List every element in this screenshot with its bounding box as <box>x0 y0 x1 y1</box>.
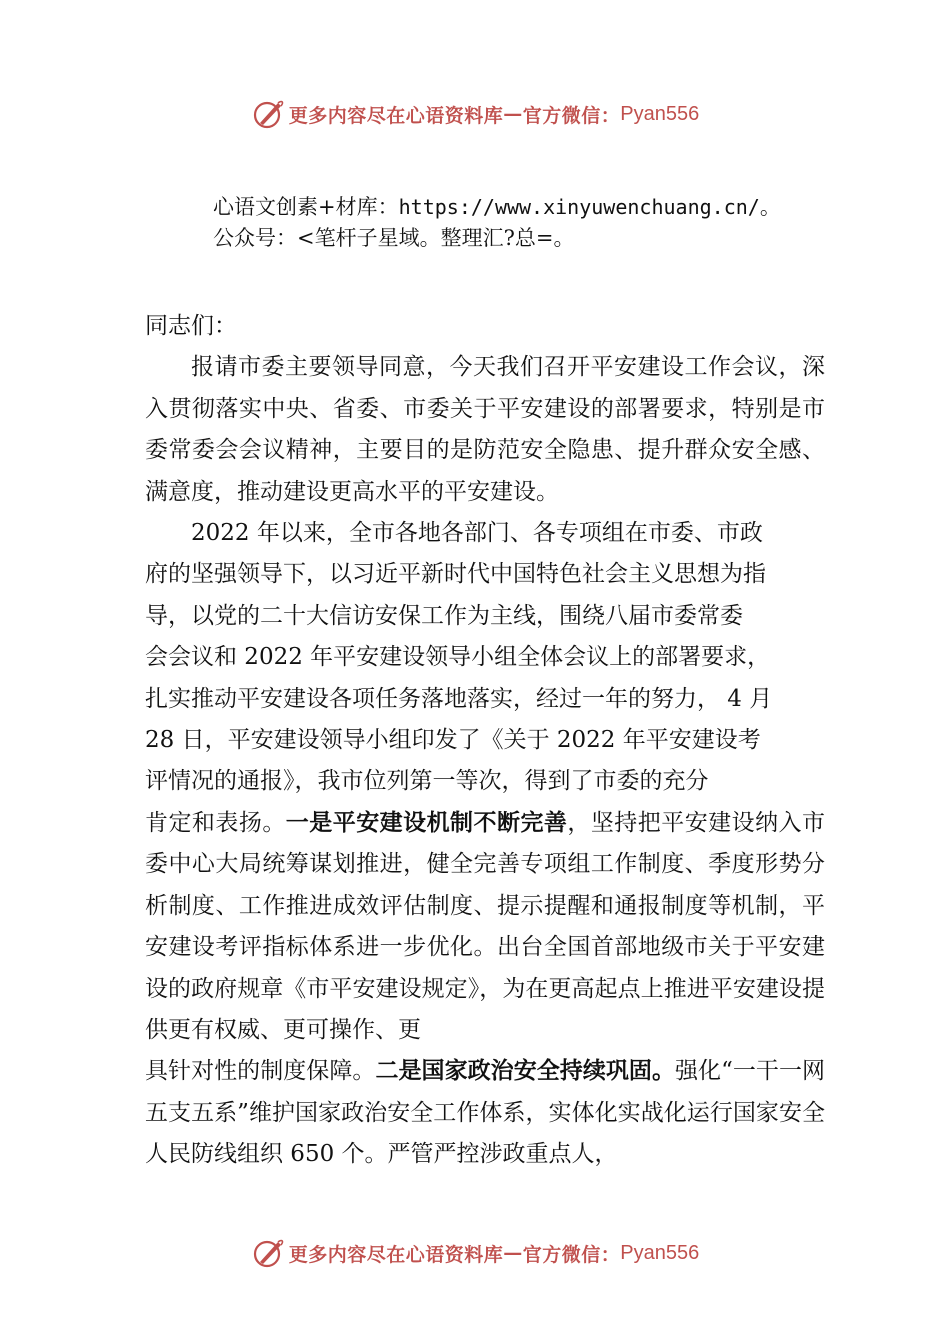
summary-line: 2022 年以来，全市各地各部门、各专项组在市委、市政 <box>191 520 763 547</box>
paragraph-intro: 报请市委主要领导同意，今天我们召开平安建设工作会议，深入贯彻落实中央、省委、市委关于平安建设的部署要求，特别是市委常委会会议精神，主要目的是防范安全隐患、提升群众安全感、满意度，推动建设更高水平的平安建设。 <box>145 354 825 505</box>
banner-contact-label: 官方微信： <box>522 1243 621 1266</box>
source-end: 。 <box>759 195 781 219</box>
document-body <box>145 306 825 1176</box>
paragraph-security <box>145 1051 825 1175</box>
banner-separator: — <box>503 1242 523 1264</box>
paragraph-mechanism <box>145 803 825 1051</box>
source-line-2: 公众号：<笔杆子星域。整理汇?总=。 <box>213 226 575 250</box>
summary-line: 28 日，平安建设领导小组印发了《关于 2022 年平安建设考 <box>145 727 761 754</box>
source-info <box>213 192 933 254</box>
banner-contact-label: 官方微信： <box>522 104 621 127</box>
paragraph-start: 具针对性的制度保障。 <box>145 1058 376 1085</box>
heading-security: 二是国家政治安全持续巩固。 <box>375 1058 675 1085</box>
banner-contact-id: Pyan556 <box>620 1241 700 1264</box>
paragraph-summary <box>145 513 825 803</box>
summary-line: 导，以党的二十大信访安保工作为主线，围绕八届市委常委 <box>145 602 743 629</box>
banner-separator: — <box>503 103 523 125</box>
banner-text: 更多内容尽在心语资料库 <box>288 1243 504 1266</box>
quill-pen-logo-icon <box>251 97 285 131</box>
heading-mechanism: 一是平安建设机制不断完善 <box>285 809 568 836</box>
source-url[interactable]: https://www.xinyuwenchuang.cn/ <box>398 195 760 219</box>
summary-line: 会会议和 2022 年平安建设领导小组全体会议上的部署要求， <box>145 644 771 671</box>
banner-text: 更多内容尽在心语资料库 <box>288 104 504 127</box>
header-banner <box>0 94 950 134</box>
source-line-1 <box>213 192 933 223</box>
paragraph-start: 肯定和表扬。 <box>145 809 286 836</box>
summary-line: 府的坚强领导下，以习近平新时代中国特色社会主义思想为指 <box>145 561 766 588</box>
summary-line: 扎实推动平安建设各项任务落地落实，经过一年的努力， 4 月 <box>145 685 773 712</box>
salutation: 同志们： <box>145 313 237 339</box>
source-label: 心语文创素+材库： <box>213 195 399 219</box>
quill-pen-logo-icon <box>251 1236 285 1270</box>
paragraph-text: ，坚持把平安建设纳入市委中心大局统筹谋划推进，健全完善专项组工作制度、季度形势分析制度、工作推进成效评估制度、提示提醒和通报制度等机制，平安建设考评指标体系进一步优化。出台全国首部地级市关于平安建设的政府规章《市平安建设规定》，为在更高起点上推进平安建设提供更有权威、更可操作、更 <box>145 809 826 1043</box>
paragraph-text: 强化“一干一网五支五系”维护国家政治安全工作体系，实体化实战化运行国家安全人民防线组织 650 个。严管严控涉政重点人， <box>145 1058 826 1168</box>
footer-banner <box>0 1233 950 1273</box>
summary-line: 评情况的通报》，我市位列第一等次，得到了市委的充分 <box>145 768 709 795</box>
banner-contact-id: Pyan556 <box>620 102 700 125</box>
